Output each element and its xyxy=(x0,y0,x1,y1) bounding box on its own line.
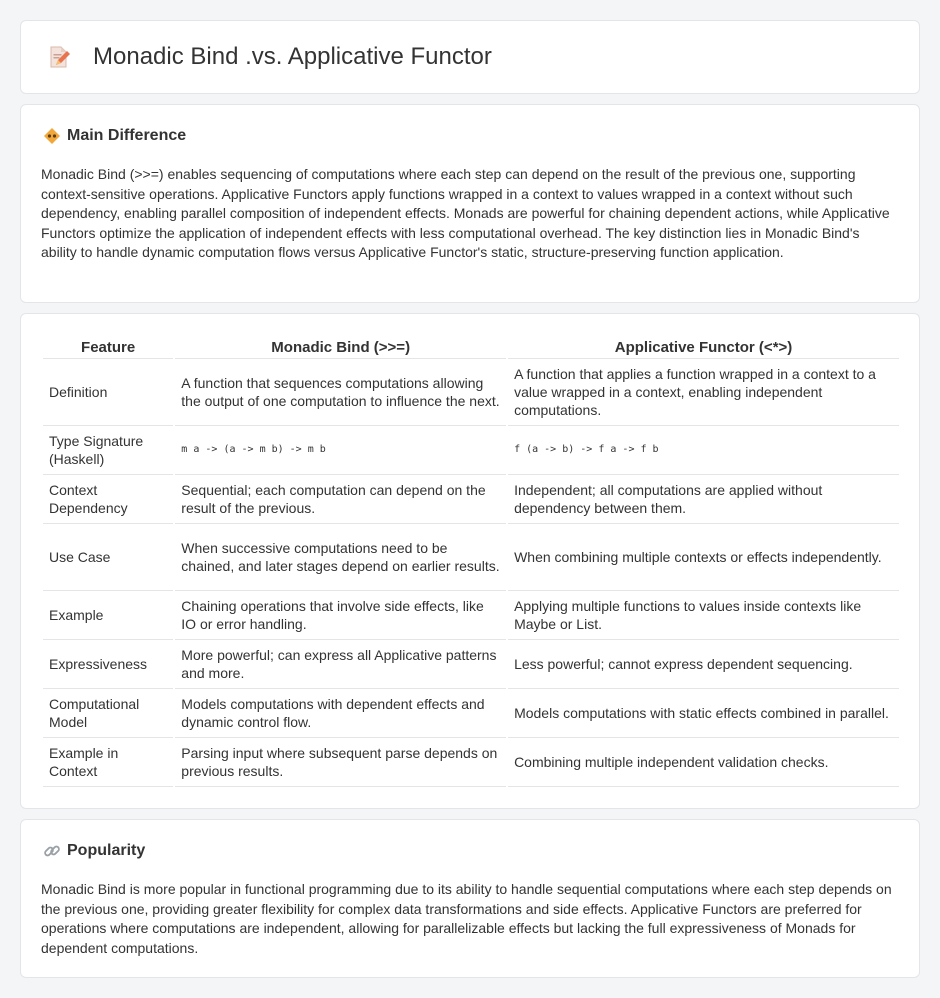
monadic-cell: Models computations with dependent effects and dynamic control flow. xyxy=(175,689,506,738)
feature-cell: Context Dependency xyxy=(43,475,173,524)
feature-cell: Type Signature (Haskell) xyxy=(43,426,173,475)
table-row xyxy=(43,689,899,738)
applicative-cell: Less powerful; cannot express dependent sequencing. xyxy=(508,640,899,689)
header-feature: Feature xyxy=(43,334,173,359)
feature-cell: Use Case xyxy=(43,524,173,591)
feature-cell: Example xyxy=(43,591,173,640)
title-card xyxy=(20,20,920,94)
table-row xyxy=(43,738,899,787)
monadic-cell: More powerful; can express all Applicative patterns and more. xyxy=(175,640,506,689)
feature-cell: Example in Context xyxy=(43,738,173,787)
comparison-table xyxy=(41,334,901,787)
table-row xyxy=(43,426,899,475)
applicative-cell: Combining multiple independent validation checks. xyxy=(508,738,899,787)
applicative-cell: When combining multiple contexts or effects independently. xyxy=(508,524,899,591)
table-row xyxy=(43,475,899,524)
monadic-cell: Chaining operations that involve side effects, like IO or error handling. xyxy=(175,591,506,640)
monadic-cell: When successive computations need to be chained, and later stages depend on earlier results. xyxy=(175,524,506,591)
applicative-cell: f (a -> b) -> f a -> f b xyxy=(508,426,899,475)
table-row xyxy=(43,591,899,640)
diamond-sign-icon xyxy=(43,127,61,145)
link-icon xyxy=(43,842,61,860)
header-applicative-functor: Applicative Functor (<*>) xyxy=(508,334,899,359)
main-difference-text: Monadic Bind (>>=) enables sequencing of computations where each step can depend on the result of the previous one, supporting context-sensitive operations. Applicative Functors apply functions wrapped in a context to values wrapped in a context without such dependency, enabling parallel composition of independent effects. Monads are powerful for chaining dependent actions, while Applicative Functors optimize the application of independent effects with less computational overhead. The key distinction lies in Monadic Bind's ability to handle dynamic computation flows versus Applicative Functor's static, structure-preserving function application. xyxy=(41,166,890,260)
document-pencil-icon xyxy=(47,45,71,69)
table-row xyxy=(43,640,899,689)
monadic-cell: A function that sequences computations allowing the output of one computation to influence the next. xyxy=(175,359,506,426)
monadic-cell: Parsing input where subsequent parse depends on previous results. xyxy=(175,738,506,787)
feature-cell: Computational Model xyxy=(43,689,173,738)
main-difference-card xyxy=(20,104,920,303)
popularity-heading: Popularity xyxy=(67,842,146,859)
popularity-card xyxy=(20,819,920,978)
popularity-text: Monadic Bind is more popular in functional programming due to its ability to handle sequential computations where each step depends on the previous one, providing greater flexibility for complex data transformations and side effects. Applicative Functors are preferred for operations where computations are independent, allowing for parallelizable effects but lacking the full expressiveness of Monads for dependent computations. xyxy=(41,881,892,956)
monadic-cell: m a -> (a -> m b) -> m b xyxy=(175,426,506,475)
feature-cell: Expressiveness xyxy=(43,640,173,689)
applicative-cell: Independent; all computations are applied without dependency between them. xyxy=(508,475,899,524)
table-header-row xyxy=(43,334,899,359)
table-row xyxy=(43,524,899,591)
table-row xyxy=(43,359,899,426)
applicative-cell: Applying multiple functions to values inside contexts like Maybe or List. xyxy=(508,591,899,640)
applicative-cell: Models computations with static effects combined in parallel. xyxy=(508,689,899,738)
header-monadic-bind: Monadic Bind (>>=) xyxy=(175,334,506,359)
applicative-cell: A function that applies a function wrapped in a context to a value wrapped in a context, enabling independent computations. xyxy=(508,359,899,426)
feature-cell: Definition xyxy=(43,359,173,426)
comparison-table-card xyxy=(20,313,920,809)
monadic-cell: Sequential; each computation can depend on the result of the previous. xyxy=(175,475,506,524)
main-difference-heading: Main Difference xyxy=(67,127,187,144)
page-title: Monadic Bind .vs. Applicative Functor xyxy=(93,43,492,70)
